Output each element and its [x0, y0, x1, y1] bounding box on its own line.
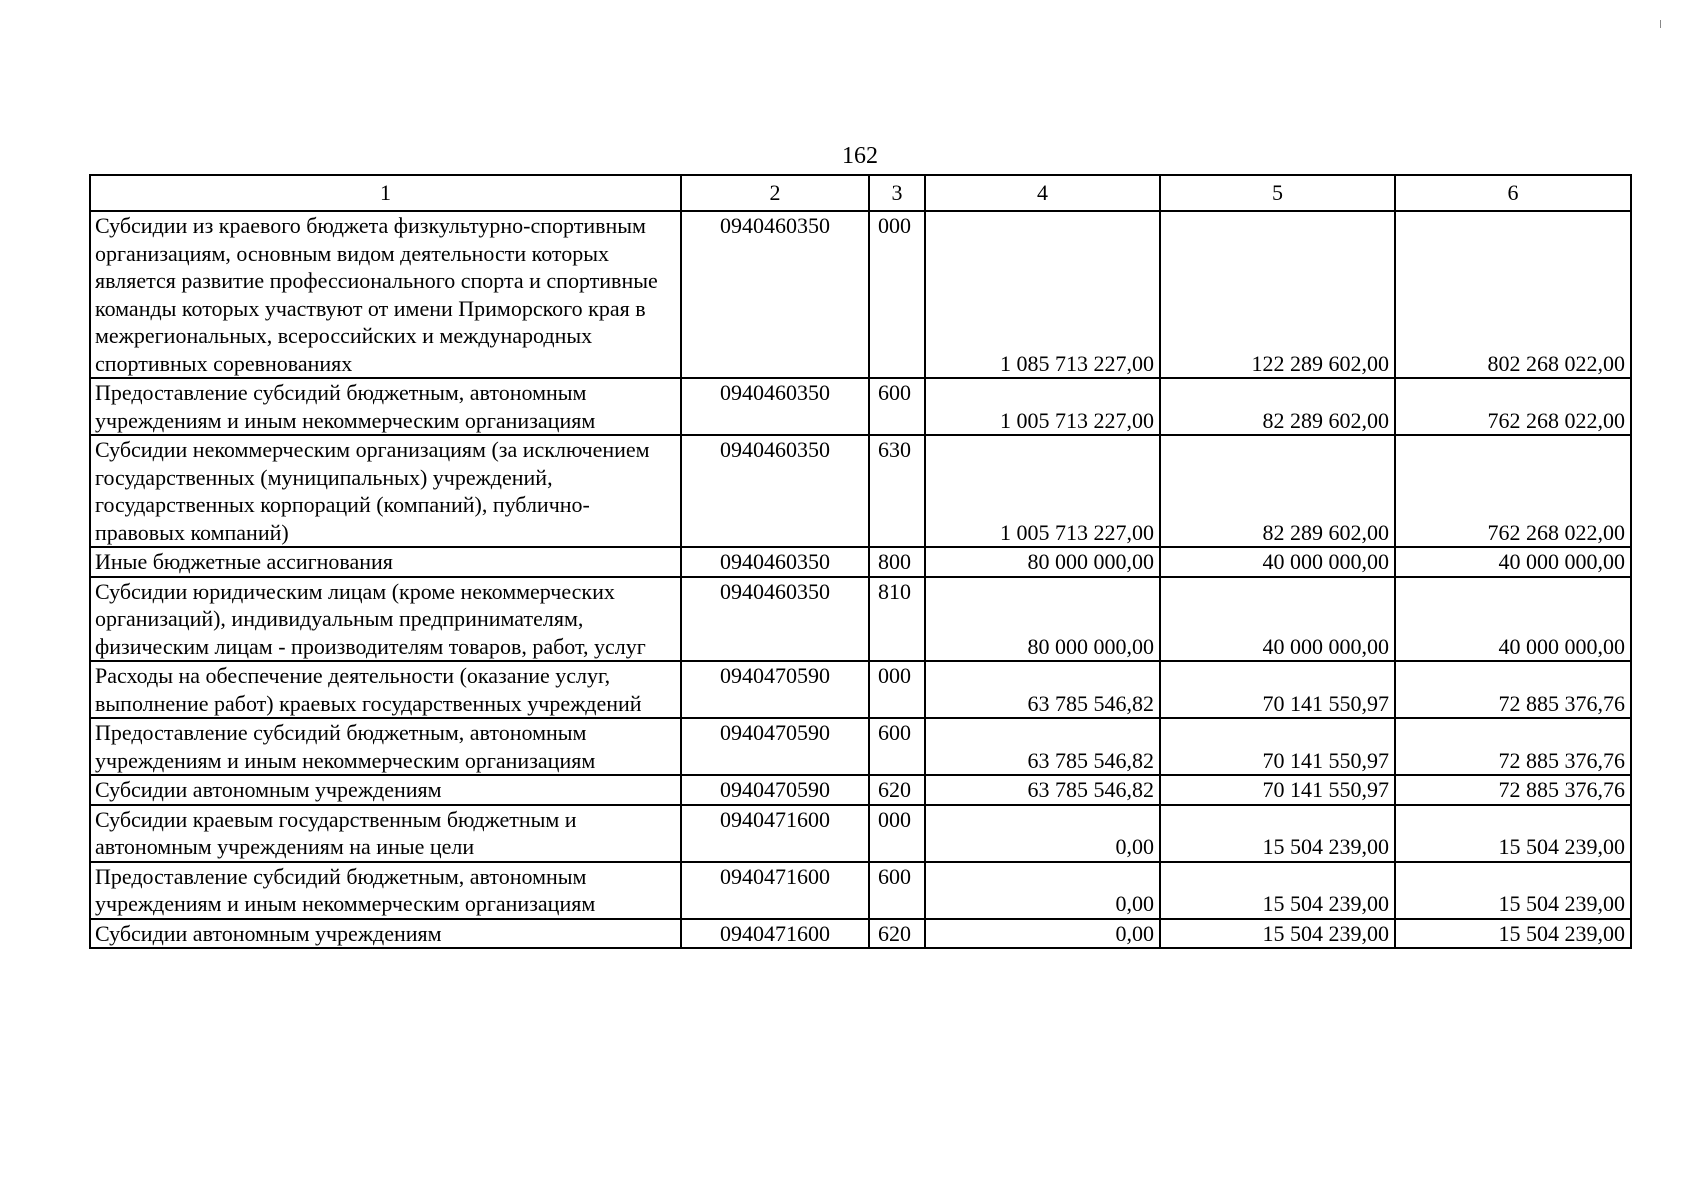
row-csr-code: 0940460350 — [681, 435, 869, 547]
row-name: Предоставление субсидий бюджетным, автономным учреждениям и иным некоммерческим организациям — [90, 862, 681, 919]
row-name: Субсидии некоммерческим организациям (за исключением государственных (муниципальных) учреждений, государственных корпораций (компаний), публично-правовых компаний) — [90, 435, 681, 547]
row-csr-code: 0940470590 — [681, 661, 869, 718]
table-row — [90, 211, 1631, 378]
row-amount-col5: 122 289 602,00 — [1160, 211, 1395, 378]
row-amount-col5: 40 000 000,00 — [1160, 577, 1395, 662]
row-amount-col5: 70 141 550,97 — [1160, 775, 1395, 805]
column-header: 4 — [925, 175, 1160, 211]
row-amount-col5: 82 289 602,00 — [1160, 435, 1395, 547]
row-amount-col4: 0,00 — [925, 919, 1160, 949]
row-csr-code: 0940460350 — [681, 211, 869, 378]
row-amount-col5: 15 504 239,00 — [1160, 805, 1395, 862]
table-row — [90, 718, 1631, 775]
row-name: Субсидии юридическим лицам (кроме некоммерческих организаций), индивидуальным предпринимателям, физическим лицам - производителям товаров, работ, услуг — [90, 577, 681, 662]
page-number: 162 — [842, 143, 878, 169]
row-vr-code: 810 — [869, 577, 925, 662]
row-name: Иные бюджетные ассигнования — [90, 547, 681, 577]
row-vr-code: 600 — [869, 862, 925, 919]
table-row — [90, 805, 1631, 862]
scan-mark — [1660, 20, 1661, 28]
row-vr-code: 620 — [869, 919, 925, 949]
row-amount-col4: 1 005 713 227,00 — [925, 435, 1160, 547]
row-amount-col5: 70 141 550,97 — [1160, 661, 1395, 718]
row-amount-col5: 15 504 239,00 — [1160, 862, 1395, 919]
row-csr-code: 0940471600 — [681, 805, 869, 862]
table-row — [90, 547, 1631, 577]
row-amount-col6: 762 268 022,00 — [1395, 378, 1631, 435]
row-amount-col4: 80 000 000,00 — [925, 577, 1160, 662]
row-amount-col5: 70 141 550,97 — [1160, 718, 1395, 775]
table-row — [90, 661, 1631, 718]
table-row — [90, 862, 1631, 919]
row-amount-col4: 63 785 546,82 — [925, 718, 1160, 775]
row-amount-col6: 15 504 239,00 — [1395, 805, 1631, 862]
column-header: 3 — [869, 175, 925, 211]
row-vr-code: 630 — [869, 435, 925, 547]
row-amount-col4: 0,00 — [925, 862, 1160, 919]
row-amount-col6: 72 885 376,76 — [1395, 718, 1631, 775]
row-amount-col6: 802 268 022,00 — [1395, 211, 1631, 378]
row-amount-col4: 1 085 713 227,00 — [925, 211, 1160, 378]
column-header: 5 — [1160, 175, 1395, 211]
row-amount-col5: 82 289 602,00 — [1160, 378, 1395, 435]
column-header: 2 — [681, 175, 869, 211]
row-amount-col6: 72 885 376,76 — [1395, 661, 1631, 718]
row-amount-col5: 15 504 239,00 — [1160, 919, 1395, 949]
row-amount-col4: 63 785 546,82 — [925, 661, 1160, 718]
table-row — [90, 775, 1631, 805]
row-vr-code: 000 — [869, 211, 925, 378]
row-csr-code: 0940470590 — [681, 775, 869, 805]
row-vr-code: 620 — [869, 775, 925, 805]
row-csr-code: 0940460350 — [681, 577, 869, 662]
table-header-row — [90, 175, 1631, 211]
row-amount-col6: 15 504 239,00 — [1395, 919, 1631, 949]
row-name: Предоставление субсидий бюджетным, автономным учреждениям и иным некоммерческим организациям — [90, 378, 681, 435]
table-row — [90, 919, 1631, 949]
row-name: Субсидии автономным учреждениям — [90, 919, 681, 949]
row-csr-code: 0940471600 — [681, 919, 869, 949]
row-vr-code: 600 — [869, 718, 925, 775]
row-csr-code: 0940460350 — [681, 378, 869, 435]
row-csr-code: 0940470590 — [681, 718, 869, 775]
row-name: Субсидии автономным учреждениям — [90, 775, 681, 805]
row-amount-col6: 40 000 000,00 — [1395, 547, 1631, 577]
table-row — [90, 378, 1631, 435]
row-name: Предоставление субсидий бюджетным, автономным учреждениям и иным некоммерческим организациям — [90, 718, 681, 775]
row-name: Субсидии краевым государственным бюджетным и автономным учреждениям на иные цели — [90, 805, 681, 862]
table-row — [90, 435, 1631, 547]
row-vr-code: 800 — [869, 547, 925, 577]
row-amount-col6: 72 885 376,76 — [1395, 775, 1631, 805]
column-header: 6 — [1395, 175, 1631, 211]
row-amount-col4: 80 000 000,00 — [925, 547, 1160, 577]
row-amount-col6: 15 504 239,00 — [1395, 862, 1631, 919]
row-vr-code: 600 — [869, 378, 925, 435]
row-vr-code: 000 — [869, 661, 925, 718]
column-header: 1 — [90, 175, 681, 211]
row-amount-col4: 1 005 713 227,00 — [925, 378, 1160, 435]
table-row — [90, 577, 1631, 662]
row-name: Субсидии из краевого бюджета физкультурно-спортивным организациям, основным видом деятельности которых является развитие профессионального спорта и спортивные команды которых участвуют от имени Приморского края в межрегиональных, всероссийских и международных спортивных соревнованиях — [90, 211, 681, 378]
row-amount-col6: 40 000 000,00 — [1395, 577, 1631, 662]
row-csr-code: 0940471600 — [681, 862, 869, 919]
row-vr-code: 000 — [869, 805, 925, 862]
row-amount-col4: 0,00 — [925, 805, 1160, 862]
row-amount-col6: 762 268 022,00 — [1395, 435, 1631, 547]
row-csr-code: 0940460350 — [681, 547, 869, 577]
budget-table — [89, 174, 1632, 949]
row-amount-col4: 63 785 546,82 — [925, 775, 1160, 805]
row-name: Расходы на обеспечение деятельности (оказание услуг, выполнение работ) краевых государственных учреждений — [90, 661, 681, 718]
row-amount-col5: 40 000 000,00 — [1160, 547, 1395, 577]
